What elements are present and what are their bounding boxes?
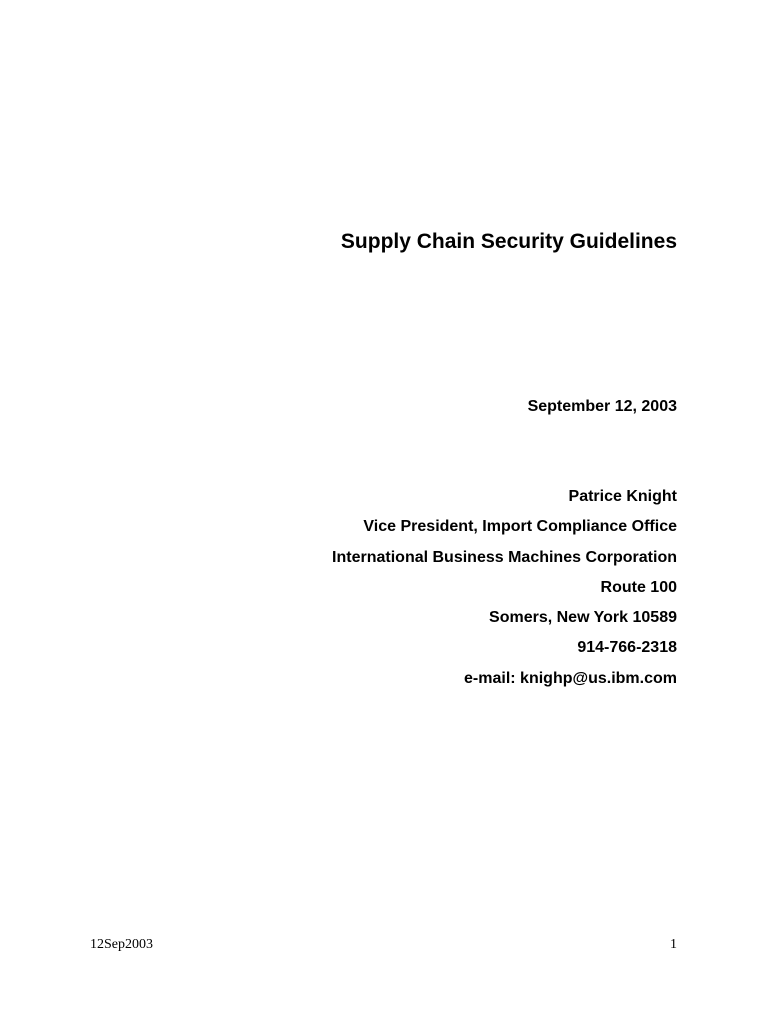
contact-city: Somers, New York 10589: [489, 609, 677, 627]
contact-organization: International Business Machines Corporation: [332, 548, 677, 566]
page-number: 1: [670, 937, 677, 952]
document-date: September 12, 2003: [527, 398, 677, 415]
document-title: Supply Chain Security Guidelines: [340, 230, 677, 253]
footer-date: 12Sep2003: [90, 937, 153, 952]
contact-email: e-mail: knighp@us.ibm.com: [464, 669, 677, 687]
contact-name: Patrice Knight: [568, 488, 677, 505]
contact-block: [332, 486, 677, 698]
contact-position: Vice President, Import Compliance Office: [363, 518, 677, 536]
contact-street: Route 100: [600, 578, 677, 596]
contact-phone: 914-766-2318: [577, 639, 677, 657]
